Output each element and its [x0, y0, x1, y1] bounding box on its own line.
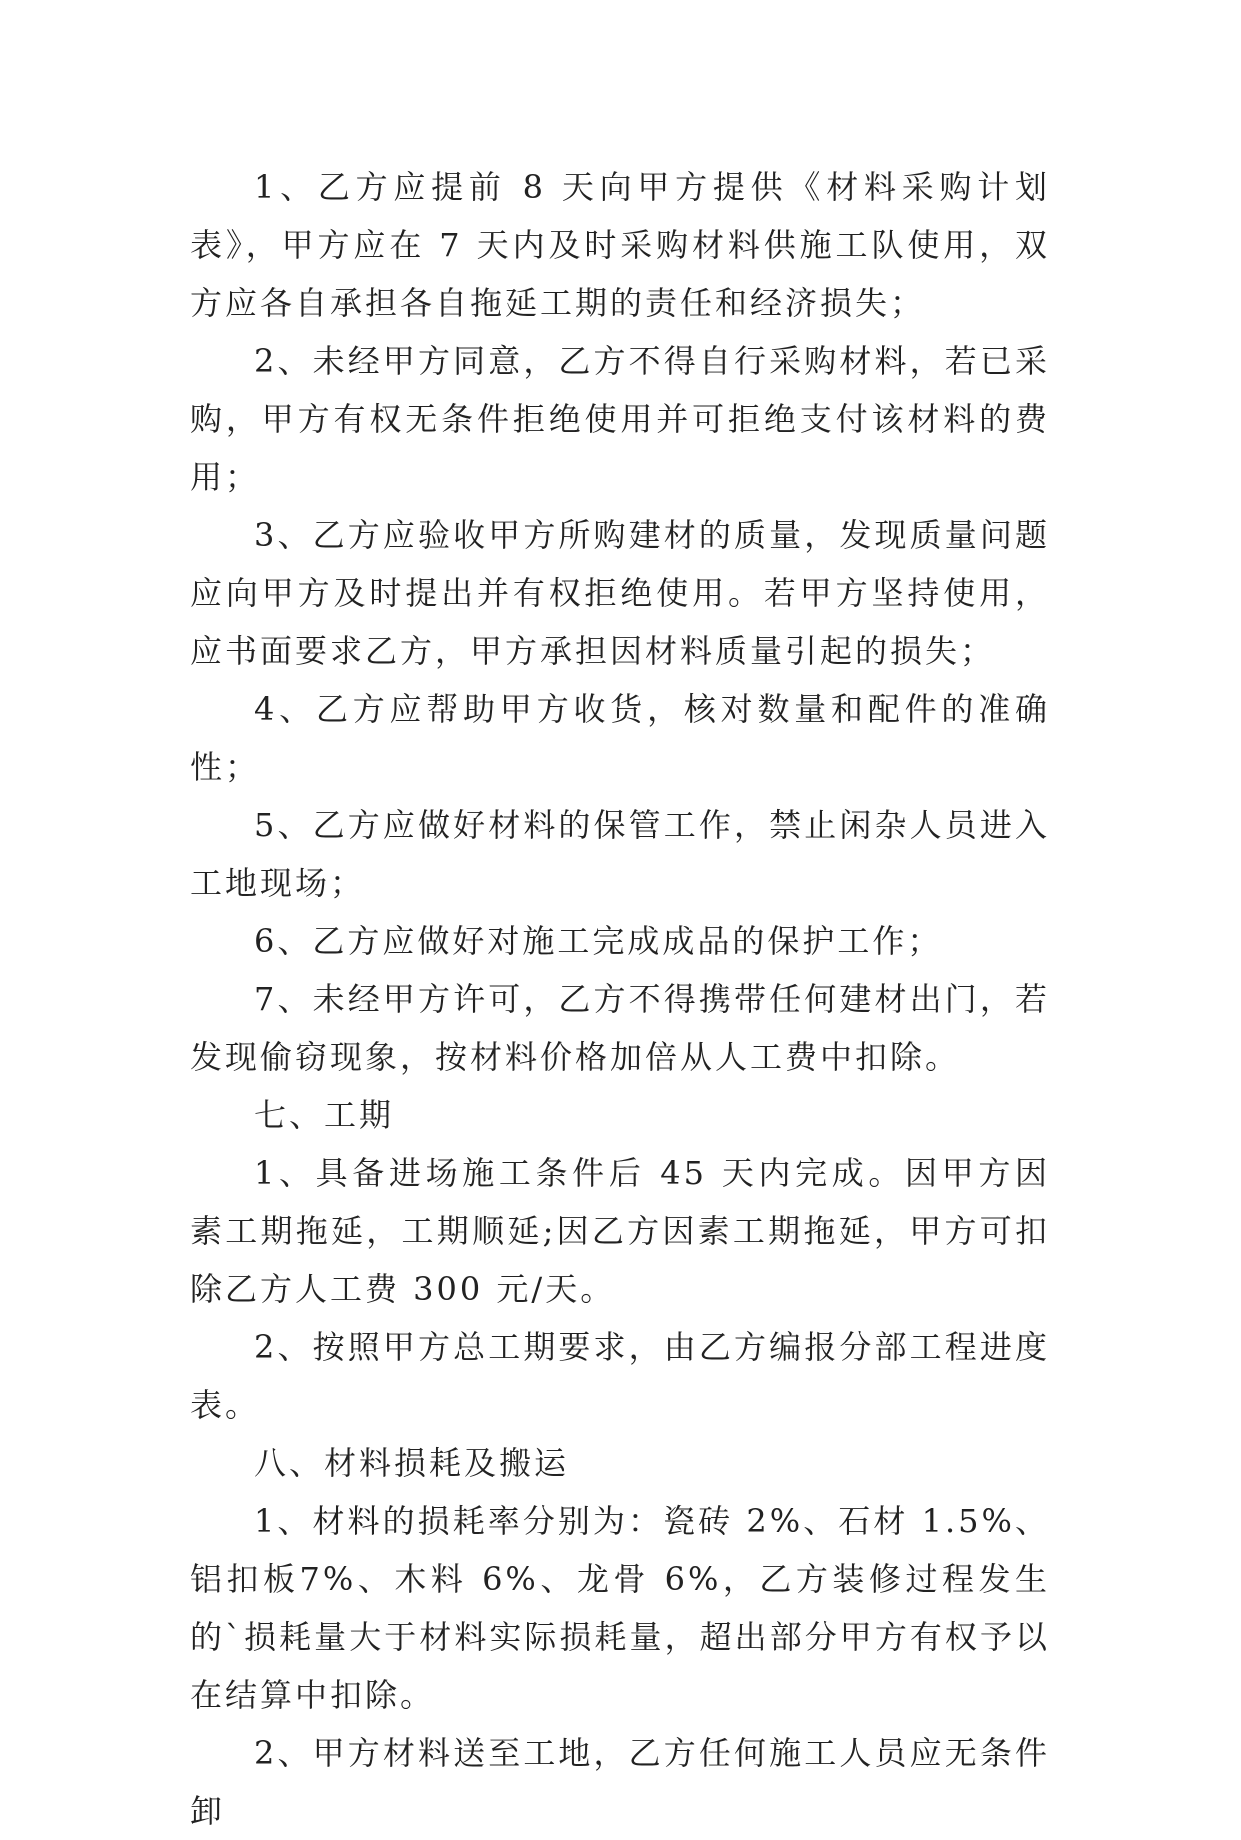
paragraph-no-self-purchase: 2、未经甲方同意，乙方不得自行采购材料，若已采购，甲方有权无条件拒绝使用并可拒绝支付该材料的费用；: [190, 342, 1050, 496]
section-heading-material-loss: 八、材料损耗及搬运: [254, 1444, 570, 1482]
paragraph-unloading: 2、甲方材料送至工地，乙方任何施工人员应无条件卸: [190, 1734, 1050, 1830]
paragraph-product-protection: 6、乙方应做好对施工完成成品的保护工作；: [254, 922, 943, 960]
paragraph-receiving: 4、乙方应帮助甲方收货，核对数量和配件的准确性；: [190, 690, 1050, 786]
paragraph-storage: 5、乙方应做好材料的保管工作，禁止闲杂人员进入工地现场；: [190, 806, 1050, 902]
paragraph-progress-table: 2、按照甲方总工期要求，由乙方编报分部工程进度表。: [190, 1328, 1050, 1424]
paragraph-quality-inspection: 3、乙方应验收甲方所购建材的质量，发现质量问题应向甲方及时提出并有权拒绝使用。若甲方坚持使用，应书面要求乙方，甲方承担因材料质量引起的损失；: [190, 516, 1050, 670]
paragraph-theft: 7、未经甲方许可，乙方不得携带任何建材出门，若发现偷窃现象，按材料价格加倍从人工费中扣除。: [190, 980, 1050, 1076]
document-body: [190, 158, 1050, 1840]
paragraph-material-plan: 1、乙方应提前 8 天向甲方提供《材料采购计划表》，甲方应在 7 天内及时采购材料供施工队使用，双方应各自承担各自拖延工期的责任和经济损失；: [190, 168, 1050, 322]
section-heading-schedule: 七、工期: [254, 1096, 395, 1134]
paragraph-loss-rates: 1、材料的损耗率分别为：瓷砖 2%、石材 1.5%、铝扣板7%、木料 6%、龙骨 6%，乙方装修过程发生的`损耗量大于材料实际损耗量，超出部分甲方有权予以在结算中扣除。: [190, 1502, 1050, 1714]
paragraph-completion-time: 1、具备进场施工条件后 45 天内完成。因甲方因素工期拖延，工期顺延;因乙方因素工期拖延，甲方可扣除乙方人工费 300 元/天。: [190, 1154, 1050, 1308]
